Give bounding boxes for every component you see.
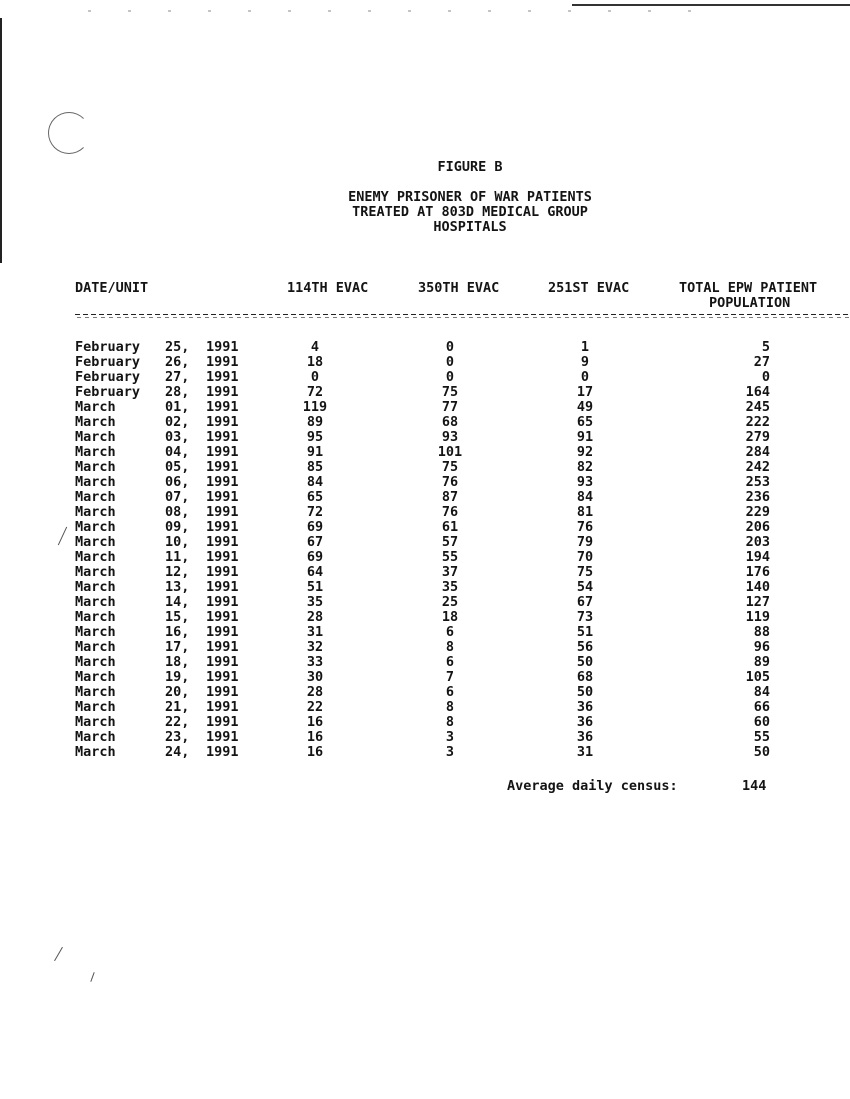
cell-114th-evac: 72 (306, 504, 324, 520)
cell-114th-evac: 33 (306, 654, 324, 670)
table-row (0, 550, 850, 565)
cell-114th-evac: 119 (302, 399, 328, 415)
table-row (0, 535, 850, 550)
date-year: 1991 (206, 504, 239, 520)
cell-total-patients: 60 (753, 714, 770, 730)
date-day: 06, (165, 474, 190, 490)
data-table-body (0, 340, 850, 760)
title-line-1: ENEMY PRISONER OF WAR PATIENTS (348, 189, 592, 205)
date-year: 1991 (206, 609, 239, 625)
cell-total-patients: 229 (745, 504, 770, 520)
cell-total-patients: 55 (753, 729, 770, 745)
date-year: 1991 (206, 699, 239, 715)
figure-label: FIGURE B (437, 159, 503, 175)
table-row (0, 400, 850, 415)
cell-total-patients: 164 (745, 384, 770, 400)
date-month: March (75, 414, 116, 430)
cell-350th-evac: 93 (441, 429, 459, 445)
cell-total-patients: 203 (745, 534, 770, 550)
date-year: 1991 (206, 519, 239, 535)
cell-251st-evac: 68 (576, 669, 594, 685)
date-month: March (75, 459, 116, 475)
cell-350th-evac: 7 (445, 669, 455, 685)
date-day: 24, (165, 744, 190, 760)
date-month: February (75, 354, 141, 370)
cell-350th-evac: 0 (445, 369, 455, 385)
col-header-date-unit: DATE/UNIT (75, 280, 149, 296)
cell-total-patients: 245 (745, 399, 770, 415)
cell-251st-evac: 50 (576, 654, 594, 670)
cell-114th-evac: 69 (306, 519, 324, 535)
cell-total-patients: 194 (745, 549, 770, 565)
cell-114th-evac: 51 (306, 579, 324, 595)
date-month: March (75, 429, 116, 445)
date-month: March (75, 654, 116, 670)
cell-114th-evac: 84 (306, 474, 324, 490)
cell-total-patients: 105 (745, 669, 770, 685)
cell-114th-evac: 31 (306, 624, 324, 640)
date-month: March (75, 399, 116, 415)
cell-251st-evac: 76 (576, 519, 594, 535)
date-month: February (75, 384, 141, 400)
cell-total-patients: 88 (753, 624, 770, 640)
cell-350th-evac: 55 (441, 549, 459, 565)
cell-total-patients: 50 (753, 744, 770, 760)
date-day: 17, (165, 639, 190, 655)
date-day: 13, (165, 579, 190, 595)
table-row (0, 655, 850, 670)
cell-total-patients: 176 (745, 564, 770, 580)
date-year: 1991 (206, 714, 239, 730)
date-day: 23, (165, 729, 190, 745)
table-row (0, 580, 850, 595)
cell-251st-evac: 75 (576, 564, 594, 580)
cell-114th-evac: 28 (306, 684, 324, 700)
date-day: 27, (165, 369, 190, 385)
date-month: March (75, 519, 116, 535)
date-year: 1991 (206, 579, 239, 595)
cell-350th-evac: 76 (441, 504, 459, 520)
cell-251st-evac: 36 (576, 699, 594, 715)
date-day: 03, (165, 429, 190, 445)
cell-350th-evac: 25 (441, 594, 459, 610)
cell-total-patients: 66 (753, 699, 770, 715)
cell-251st-evac: 84 (576, 489, 594, 505)
table-row (0, 355, 850, 370)
table-row (0, 505, 850, 520)
table-row (0, 445, 850, 460)
cell-350th-evac: 77 (441, 399, 459, 415)
cell-251st-evac: 17 (576, 384, 594, 400)
cell-350th-evac: 75 (441, 459, 459, 475)
cell-total-patients: 206 (745, 519, 770, 535)
date-year: 1991 (206, 474, 239, 490)
cell-total-patients: 140 (745, 579, 770, 595)
date-year: 1991 (206, 624, 239, 640)
date-day: 21, (165, 699, 190, 715)
cell-114th-evac: 35 (306, 594, 324, 610)
top-border-line (572, 4, 850, 6)
table-row (0, 625, 850, 640)
date-month: March (75, 669, 116, 685)
cell-350th-evac: 37 (441, 564, 459, 580)
date-month: February (75, 339, 141, 355)
cell-350th-evac: 101 (437, 444, 463, 460)
cell-350th-evac: 35 (441, 579, 459, 595)
date-month: March (75, 624, 116, 640)
cell-350th-evac: 76 (441, 474, 459, 490)
cell-251st-evac: 91 (576, 429, 594, 445)
col-header-350th-evac: 350TH EVAC (418, 280, 500, 296)
cell-350th-evac: 3 (445, 729, 455, 745)
date-month: March (75, 534, 116, 550)
date-year: 1991 (206, 744, 239, 760)
date-month: March (75, 744, 116, 760)
col-header-251st-evac: 251ST EVAC (548, 280, 630, 296)
cell-total-patients: 89 (753, 654, 770, 670)
table-row (0, 700, 850, 715)
title-line-2: TREATED AT 803D MEDICAL GROUP (352, 204, 588, 220)
date-day: 11, (165, 549, 190, 565)
cell-251st-evac: 49 (576, 399, 594, 415)
cell-251st-evac: 82 (576, 459, 594, 475)
date-day: 19, (165, 669, 190, 685)
table-row (0, 730, 850, 745)
date-month: March (75, 489, 116, 505)
table-row (0, 415, 850, 430)
table-row (0, 610, 850, 625)
cell-251st-evac: 81 (576, 504, 594, 520)
cell-251st-evac: 70 (576, 549, 594, 565)
cell-251st-evac: 54 (576, 579, 594, 595)
col-header-114th-evac: 114TH EVAC (287, 280, 369, 296)
date-year: 1991 (206, 594, 239, 610)
cell-350th-evac: 8 (445, 699, 455, 715)
date-month: March (75, 579, 116, 595)
table-row (0, 745, 850, 760)
cell-114th-evac: 69 (306, 549, 324, 565)
date-year: 1991 (206, 489, 239, 505)
table-row (0, 490, 850, 505)
cell-350th-evac: 61 (441, 519, 459, 535)
cell-total-patients: 84 (753, 684, 770, 700)
col-header-total-line2: POPULATION (709, 295, 791, 311)
cell-350th-evac: 87 (441, 489, 459, 505)
cell-350th-evac: 57 (441, 534, 459, 550)
date-day: 18, (165, 654, 190, 670)
date-day: 16, (165, 624, 190, 640)
cell-350th-evac: 18 (441, 609, 459, 625)
cell-251st-evac: 51 (576, 624, 594, 640)
date-year: 1991 (206, 639, 239, 655)
cell-114th-evac: 65 (306, 489, 324, 505)
cell-114th-evac: 85 (306, 459, 324, 475)
date-month: March (75, 684, 116, 700)
cell-251st-evac: 31 (576, 744, 594, 760)
date-year: 1991 (206, 534, 239, 550)
table-row (0, 385, 850, 400)
date-day: 20, (165, 684, 190, 700)
date-month: March (75, 699, 116, 715)
date-day: 01, (165, 399, 190, 415)
cell-350th-evac: 8 (445, 714, 455, 730)
cell-251st-evac: 0 (580, 369, 590, 385)
cell-total-patients: 127 (745, 594, 770, 610)
date-day: 05, (165, 459, 190, 475)
table-row (0, 460, 850, 475)
date-month: March (75, 729, 116, 745)
cell-350th-evac: 8 (445, 639, 455, 655)
left-border-line (0, 18, 2, 263)
cell-251st-evac: 92 (576, 444, 594, 460)
cell-251st-evac: 9 (580, 354, 590, 370)
cell-114th-evac: 72 (306, 384, 324, 400)
date-year: 1991 (206, 654, 239, 670)
cell-251st-evac: 36 (576, 729, 594, 745)
cell-251st-evac: 79 (576, 534, 594, 550)
cell-350th-evac: 6 (445, 684, 455, 700)
date-month: March (75, 609, 116, 625)
cell-251st-evac: 65 (576, 414, 594, 430)
cell-114th-evac: 16 (306, 744, 324, 760)
date-day: 02, (165, 414, 190, 430)
cell-251st-evac: 93 (576, 474, 594, 490)
cell-total-patients: 119 (745, 609, 770, 625)
date-year: 1991 (206, 354, 239, 370)
date-year: 1991 (206, 369, 239, 385)
cell-total-patients: 284 (745, 444, 770, 460)
cell-350th-evac: 68 (441, 414, 459, 430)
date-year: 1991 (206, 729, 239, 745)
date-day: 22, (165, 714, 190, 730)
cell-350th-evac: 6 (445, 654, 455, 670)
cell-350th-evac: 0 (445, 354, 455, 370)
date-year: 1991 (206, 339, 239, 355)
date-day: 25, (165, 339, 190, 355)
cell-114th-evac: 0 (310, 369, 320, 385)
date-day: 15, (165, 609, 190, 625)
cell-350th-evac: 6 (445, 624, 455, 640)
date-day: 14, (165, 594, 190, 610)
table-row (0, 670, 850, 685)
date-year: 1991 (206, 684, 239, 700)
cell-total-patients: 222 (745, 414, 770, 430)
punch-hole-mark (48, 112, 90, 154)
date-month: March (75, 594, 116, 610)
cell-total-patients: 279 (745, 429, 770, 445)
table-row (0, 430, 850, 445)
cell-350th-evac: 75 (441, 384, 459, 400)
cell-114th-evac: 67 (306, 534, 324, 550)
cell-114th-evac: 16 (306, 729, 324, 745)
cell-total-patients: 5 (761, 339, 770, 355)
table-row (0, 475, 850, 490)
margin-mark (54, 947, 63, 961)
cell-114th-evac: 91 (306, 444, 324, 460)
table-row (0, 520, 850, 535)
cell-251st-evac: 73 (576, 609, 594, 625)
date-day: 12, (165, 564, 190, 580)
date-year: 1991 (206, 444, 239, 460)
cell-251st-evac: 36 (576, 714, 594, 730)
date-year: 1991 (206, 549, 239, 565)
header-divider-shadow (75, 317, 850, 318)
average-label: Average daily census: (507, 778, 678, 794)
date-day: 07, (165, 489, 190, 505)
date-month: March (75, 504, 116, 520)
table-row (0, 640, 850, 655)
date-month: March (75, 714, 116, 730)
table-row (0, 565, 850, 580)
date-month: March (75, 549, 116, 565)
date-day: 26, (165, 354, 190, 370)
cell-total-patients: 27 (753, 354, 770, 370)
date-year: 1991 (206, 459, 239, 475)
cell-total-patients: 0 (761, 369, 770, 385)
cell-114th-evac: 95 (306, 429, 324, 445)
cell-114th-evac: 89 (306, 414, 324, 430)
cell-114th-evac: 22 (306, 699, 324, 715)
table-row (0, 685, 850, 700)
date-month: March (75, 564, 116, 580)
cell-114th-evac: 64 (306, 564, 324, 580)
cell-251st-evac: 56 (576, 639, 594, 655)
average-value: 144 (742, 778, 767, 794)
cell-total-patients: 236 (745, 489, 770, 505)
cell-350th-evac: 0 (445, 339, 455, 355)
date-year: 1991 (206, 429, 239, 445)
date-day: 28, (165, 384, 190, 400)
cell-251st-evac: 50 (576, 684, 594, 700)
date-month: March (75, 474, 116, 490)
col-header-total-line1: TOTAL EPW PATIENT (679, 280, 818, 296)
date-day: 04, (165, 444, 190, 460)
cell-350th-evac: 3 (445, 744, 455, 760)
cell-251st-evac: 1 (580, 339, 590, 355)
cell-114th-evac: 4 (310, 339, 320, 355)
date-month: March (75, 639, 116, 655)
cell-114th-evac: 18 (306, 354, 324, 370)
date-year: 1991 (206, 414, 239, 430)
margin-mark (90, 972, 94, 982)
date-year: 1991 (206, 399, 239, 415)
date-year: 1991 (206, 669, 239, 685)
date-day: 10, (165, 534, 190, 550)
date-month: February (75, 369, 141, 385)
scan-specks (88, 10, 708, 12)
cell-114th-evac: 16 (306, 714, 324, 730)
date-year: 1991 (206, 384, 239, 400)
date-year: 1991 (206, 564, 239, 580)
cell-114th-evac: 28 (306, 609, 324, 625)
cell-total-patients: 242 (745, 459, 770, 475)
cell-114th-evac: 32 (306, 639, 324, 655)
table-row (0, 595, 850, 610)
table-row (0, 340, 850, 355)
table-row (0, 370, 850, 385)
header-divider (75, 314, 850, 315)
table-row (0, 715, 850, 730)
cell-total-patients: 253 (745, 474, 770, 490)
cell-total-patients: 96 (753, 639, 770, 655)
date-day: 09, (165, 519, 190, 535)
cell-114th-evac: 30 (306, 669, 324, 685)
date-month: March (75, 444, 116, 460)
title-line-3: HOSPITALS (433, 219, 507, 235)
date-day: 08, (165, 504, 190, 520)
cell-251st-evac: 67 (576, 594, 594, 610)
